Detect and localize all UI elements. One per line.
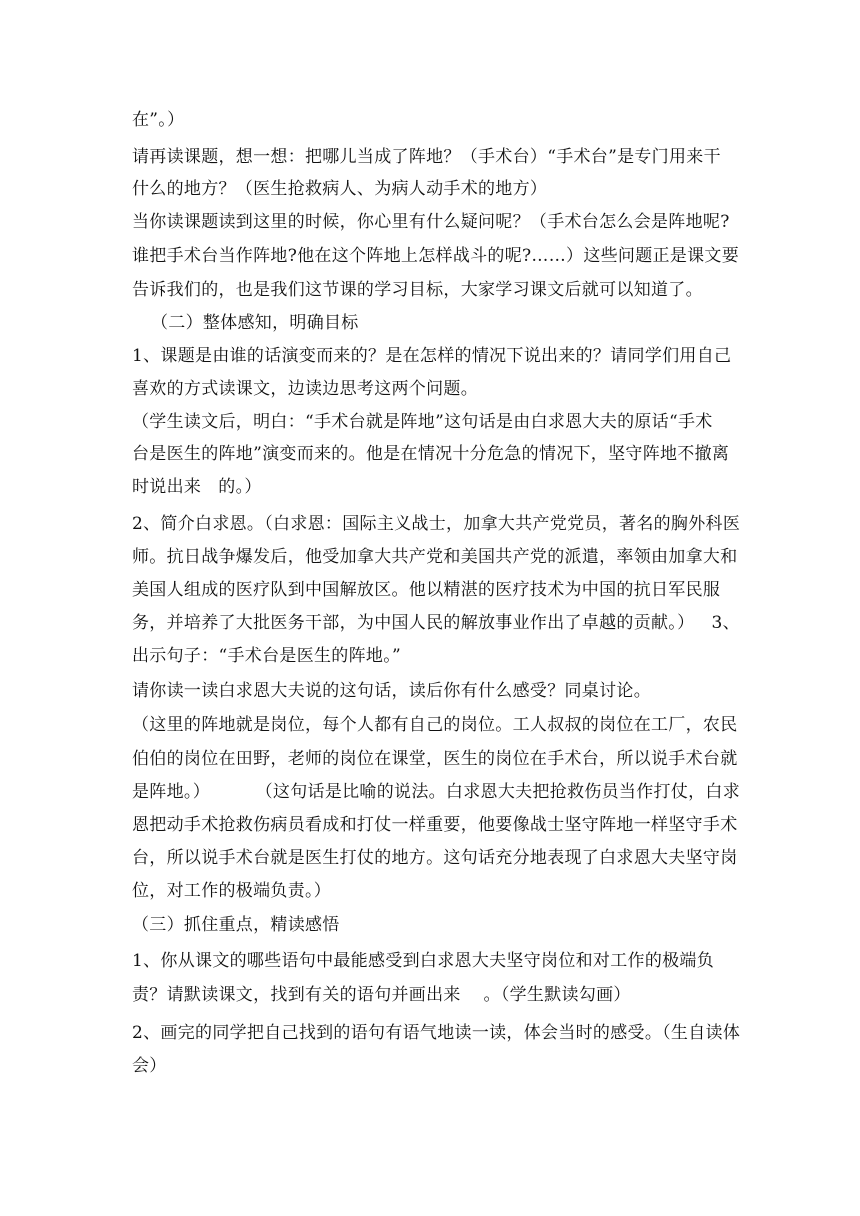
text-line: 1、课题是由谁的话演变而来的？是在怎样的情况下说出来的？请同学们用自己 — [132, 346, 732, 366]
text-line: 2、画完的同学把自己找到的语句有语气地读一读，体会当时的感受。（生自读体 — [132, 1023, 741, 1043]
text-line: 美国人组成的医疗队到中国解放区。他以精湛的医疗技术为中国的抗日军民服 — [132, 580, 721, 600]
text-line: 请再读课题，想一想：把哪儿当成了阵地？（手术台）“手术台”是专门用来干 — [132, 147, 721, 167]
text-line: （学生读文后，明白：“手术台就是阵地”这句话是由白求恩大夫的原话“手术 — [132, 412, 713, 432]
text-line: 当你读课题读到这里的时候，你心里有什么疑问呢？（手术台怎么会是阵地呢? — [132, 212, 730, 232]
text-line: 伯伯的岗位在田野，老师的岗位在课堂，医生的岗位在手术台，所以说手术台就 — [132, 749, 738, 769]
section-heading: （三）抓住重点，精读感悟 — [132, 915, 340, 935]
text-line: 出示句子：“手术台是医生的阵地。” — [132, 646, 401, 666]
text-line: 2、简介白求恩。（白求恩：国际主义战士，加拿大共产党党员，著名的胸外科医 — [132, 514, 741, 534]
section-heading: （二）整体感知，明确目标 — [151, 313, 359, 333]
text-line: 会） — [132, 1056, 167, 1076]
text-line: 时说出来 的。） — [132, 477, 262, 497]
text-line: 谁把手术台当作阵地?他在这个阵地上怎样战斗的呢?……）这些问题正是课文要 — [132, 246, 740, 266]
text-line: 台是医生的阵地”演变而来的。他是在情况十分危急的情况下，坚守阵地不撤离 — [132, 444, 730, 464]
text-line: 恩把动手术抢救伤病员看成和打仗一样重要，他要像战士坚守阵地一样坚守手术 — [132, 815, 738, 835]
text-line: 请你读一读白求恩大夫说的这句话，读后你有什么感受？同桌讨论。 — [132, 681, 651, 701]
text-line: 务，并培养了大批医务干部，为中国人民的解放事业作出了卓越的贡献。） 3、 — [132, 613, 740, 633]
text-line: （这里的阵地就是岗位，每个人都有自己的岗位。工人叔叔的岗位在工厂，农民 — [132, 715, 738, 735]
text-line: 台，所以说手术台就是医生打仗的地方。这句话充分地表现了白求恩大夫坚守岗 — [132, 848, 738, 868]
text-line: 在”。） — [132, 110, 185, 130]
text-line: 喜欢的方式读课文，边读边思考这两个问题。 — [132, 379, 478, 399]
text-line: 位，对工作的极端负责。） — [132, 881, 332, 901]
text-line: 责？请默读课文，找到有关的语句并画出来 。（学生默读勾画） — [132, 985, 631, 1005]
text-line: 是阵地。） （这句话是比喻的说法。白求恩大夫把抢救伤员当作打仗，白求 — [132, 782, 741, 802]
text-line: 师。抗日战争爆发后，他受加拿大共产党和美国共产党的派遣，率领由加拿大和 — [132, 547, 738, 567]
text-line: 告诉我们的，也是我们这节课的学习目标，大家学习课文后就可以知道了。 — [132, 280, 703, 300]
text-line: 1、你从课文的哪些语句中最能感受到白求恩大夫坚守岗位和对工作的极端负 — [132, 951, 715, 971]
text-line: 什么的地方？（医生抢救病人、为病人动手术的地方） — [132, 179, 548, 199]
